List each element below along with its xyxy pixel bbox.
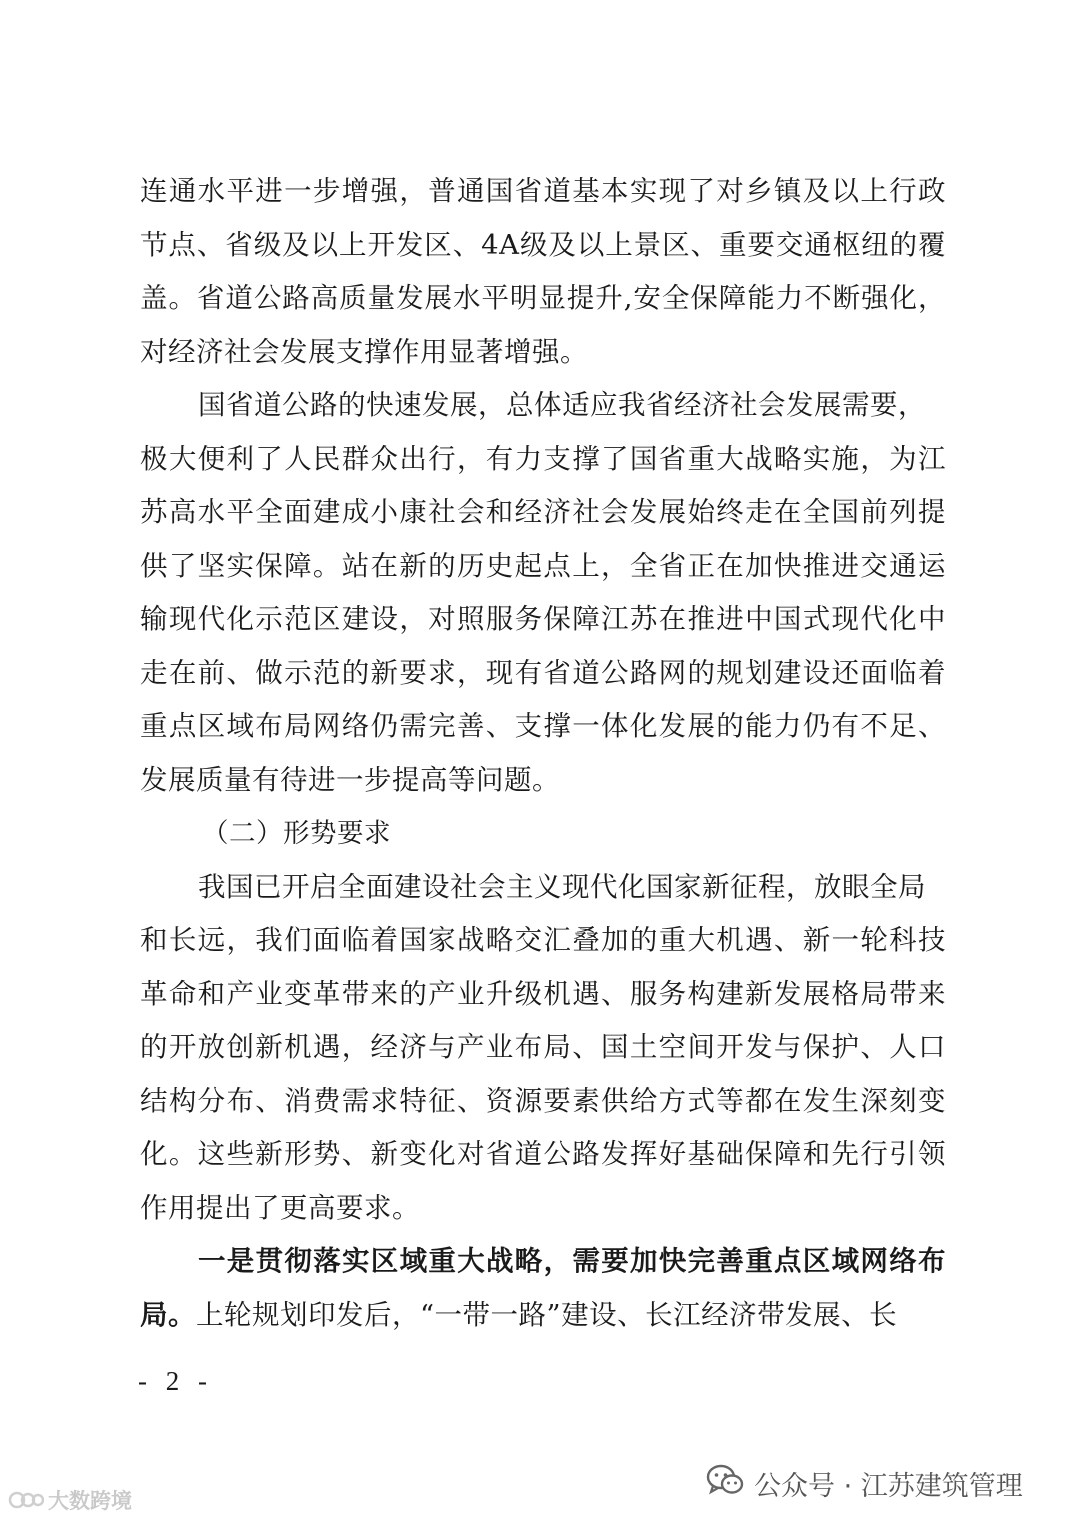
bold-lead-line: 一是贯彻落实区域重大战略，需要加快完善重点区域网络布 bbox=[198, 1245, 946, 1277]
brand-logo-icon bbox=[8, 1487, 44, 1513]
watermark-left-text: 大数跨境 bbox=[48, 1489, 132, 1513]
text-line: 走在前、做示范的新要求，现有省道公路网的规划建设还面临着 bbox=[140, 656, 946, 689]
text-line: 化。这些新形势、新变化对省道公路发挥好基础保障和先行引领 bbox=[140, 1138, 946, 1170]
text-line: 结构分布、消费需求特征、资源要素供给方式等都在发生深刻变 bbox=[140, 1084, 946, 1117]
text-line-rest: 上轮规划印发后，“一带一路”建设、长江经济带发展、长 bbox=[196, 1298, 898, 1331]
watermark-left bbox=[8, 1485, 132, 1515]
text-line: 苏高水平全面建成小康社会和经济社会发展始终走在全国前列提 bbox=[140, 496, 946, 528]
text-line: 极大便利了人民群众出行，有力支撑了国省重大战略实施，为江 bbox=[140, 442, 946, 475]
text-line: 国省道公路的快速发展，总体适应我省经济社会发展需要， bbox=[198, 389, 926, 421]
section-heading: （二）形势要求 bbox=[202, 818, 391, 849]
text-line: 重点区域布局网络仍需完善、支撑一体化发展的能力仍有不足、 bbox=[140, 710, 946, 742]
bold-lead-end: 局。 bbox=[140, 1298, 196, 1331]
text-line: 和长远，我们面临着国家战略交汇叠加的重大机遇、新一轮科技 bbox=[140, 924, 946, 956]
text-line: 供了坚实保障。站在新的历史起点上，全省正在加快推进交通运 bbox=[140, 549, 946, 582]
watermark-right bbox=[706, 1463, 1023, 1504]
page-number: - 2 - bbox=[138, 1366, 213, 1396]
text-line: 节点、省级及以上开发区、4A级及以上景区、重要交通枢纽的覆 bbox=[140, 228, 946, 261]
text-line bbox=[140, 1289, 946, 1343]
text-line: 发展质量有待进一步提高等问题。 bbox=[140, 763, 560, 796]
text-line: 盖。省道公路高质量发展水平明显提升,安全保障能力不断强化， bbox=[140, 282, 946, 314]
text-line: 对经济社会发展支撑作用显著增强。 bbox=[140, 335, 588, 368]
document-body bbox=[140, 165, 946, 1342]
watermark-right-text: 公众号 · 江苏建筑管理 bbox=[754, 1471, 1023, 1502]
text-line: 我国已开启全面建设社会主义现代化国家新征程，放眼全局 bbox=[198, 870, 926, 903]
text-line: 革命和产业变革带来的产业升级机遇、服务构建新发展格局带来 bbox=[140, 977, 946, 1010]
text-line: 输现代化示范区建设，对照服务保障江苏在推进中国式现代化中 bbox=[140, 603, 946, 635]
text-line: 作用提出了更高要求。 bbox=[140, 1191, 420, 1224]
text-line: 连通水平进一步增强，普通国省道基本实现了对乡镇及以上行政 bbox=[140, 175, 946, 207]
text-line: 的开放创新机遇，经济与产业布局、国土空间开发与保护、人口 bbox=[140, 1031, 946, 1063]
wechat-icon bbox=[706, 1463, 744, 1504]
